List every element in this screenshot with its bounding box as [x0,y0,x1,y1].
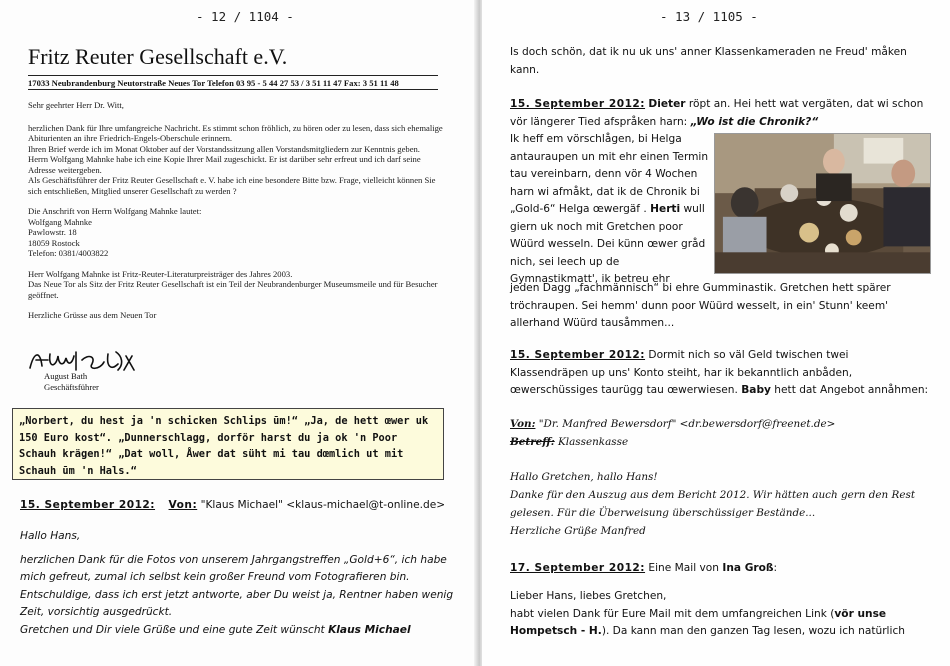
quote-line: Schauh ūm 'n Hals.“ [19,464,137,477]
entry-date: 15. September 2012: [510,98,646,110]
von-label: Von: [510,418,536,430]
letter-paragraph: Als Geschäftsführer der Fritz Reuter Gesellschaft e. V. habe ich eine besondere Bitte bzw. Frage, vielleicht können Sie sich entschließen, Mitglied unserer Gesellschaft zu werden ? [28,175,436,196]
intro-paragraph: Is doch schön, dat ik nu uk uns' anner Klassenkameraden ne Freud' måken kann. [510,46,907,76]
page-number-left: - 12 / 1104 - [196,9,294,24]
von-address: "Dr. Manfred Bewersdorf" <dr.bewersdorf@freenet.de> [535,418,836,430]
ina-mail-body [510,588,930,641]
mail-signoff: Herzliche Grüße Manfred [510,525,646,537]
letter-salutation: Sehr geehrter Herr Dr. Witt, [28,100,124,110]
entry-baby: 15. September 2012: Dormit nich so väl Geld twischen twei Klassendräpen up uns' Konto steiht, har ik bekanntlich anbåden, œwerschüssiges taurügg tau œwerwiesen. Baby hett dat Angebot annåhmen: [510,349,929,396]
chronik-quote: „Wo ist die Chronik?“ [690,115,819,128]
letter-address-intro: Die Anschrift von Herrn Wolfgang Mahnke lautet: [28,206,202,216]
entry-header [20,497,460,515]
email-body [20,528,460,639]
letter-address-line: Wolfgang Mahnke [28,216,92,227]
signer-name: August Bath [44,371,88,381]
betreff-value: Klassenkasse [554,436,629,448]
entry-date: 15. September 2012: [510,349,646,361]
letter-paragraph: Das Neue Tor als Sitz der Fritz Reuter Gesellschaft ist ein Teil der Neubrandenburger Museumsmeile und für Besucher geöffnet. [28,279,438,300]
email-signature: Klaus Michael [328,623,411,636]
from-address: "Klaus Michael" <klaus-michael@t-online.de> [200,499,446,511]
quote-line: Schauh krägen!“ „Dat woll, Åwer dat süht mi tau dœmlich ut mit [19,448,404,460]
mail-greeting: Lieber Hans, liebes Gretchen, [510,590,667,602]
betreff-label: Betreff: [510,436,555,448]
email-closing: Gretchen und Dir viele Grüße und eine gute Zeit wünscht Klaus Michael [20,623,411,636]
person-name: Baby [741,384,771,396]
dialect-quote-box [12,408,444,480]
from-label: Von: [168,499,198,511]
person-name: Dieter [648,98,686,110]
signer-role: Geschäftsführer [44,381,99,392]
letterhead-title: Fritz Reuter Gesellschaft e.V. [28,44,288,69]
letter-paragraph: herzlichen Dank für Ihre umfangreiche Nachricht. Es stimmt schon fröhlich, zu hören oder zu lesen, dass sich ehemalige Abiturienten an ihre Friedrich-Engels-Oberschule erinnern. [28,122,443,143]
right-page [482,0,950,666]
page-number-right: - 13 / 1105 - [660,9,758,24]
letter-paragraph: Herrn Wolfgang Mahnke habe ich eine Kopie Ihrer Mail zugeschickt. Er ist darüber sehr erfreut und ich darf seine Adresse weitergeben. [28,154,421,175]
mail-paragraph: habt vielen Dank für Eure Mail mit dem umfangreichen Link (vör unse Hompetsch - H.). Da kann man den ganzen Tag lesen, wozu ich natürlich [510,607,905,637]
signer-block [44,371,99,392]
letter-address-line: Telefon: 0381/4003822 [28,248,109,258]
reunion-photo [714,133,931,274]
email-greeting: Hallo Hans, [20,530,81,542]
email-paragraph: Entschuldige, dass ich erst jetzt antworte, aber Du weist ja, Rentner haben wenig Zeit, vorsichtig ausgedrückt. [20,588,454,618]
letter-address-line: 18059 Rostock [28,237,80,248]
entry-dieter-tail: jeden Dagg „fachmännisch“ bi ehre Gumminastik. Gretchen hett spärer tröchraupen. Sei hemm' dunn poor Wüürd wesselt, in ein' Stunn' keem' allerhand Wüürd tausåmmen... [510,282,891,329]
mail-greeting: Hallo Gretchen, hallo Hans! [510,471,658,483]
person-name: Ina Groß [722,562,774,574]
letter-paragraph: Herr Wolfgang Mahnke ist Fritz-Reuter-Literaturpreisträger des Jahres 2003. [28,268,293,279]
entry-ina-header: 17. September 2012: Eine Mail von Ina Groß: [510,562,778,574]
person-name: Herti [650,203,681,215]
quote-line: 150 Euro kost“. „Dunnerschlagg, dorför harst du ja ok 'n Poor [19,431,398,444]
entry-date: 17. September 2012: [510,562,646,574]
mail-paragraph: Danke für den Auszug aus dem Bericht 2012. Wir hätten auch gern den Rest gelesen. Für die Überweisung überschüssiger Bestände... [510,489,916,519]
mail-header [510,415,930,451]
bold-note: vör unse Hompetsch - H. [510,607,887,637]
letter-closing: Herzliche Grüsse aus dem Neuen Tor [28,310,157,320]
quote-line: „Norbert, du hest ja 'n schicken Schlips ūm!“ „Ja, de hett œwer uk [19,415,429,427]
email-paragraph: herzlichen Dank für die Fotos von unserem Jahrgangstreffen „Gold+6“, ich habe mich gefreut, zumal ich selbst kein großer Freund vom Fotografieren bin. [20,553,447,583]
entry-date: 15. September 2012: [20,499,156,511]
letter-address-line: Pawlowstr. 18 [28,227,77,237]
letter-paragraph: Ihren Brief werde ich im Monat Oktober auf der Vorstandssitzung allen Vorstandsmitgliedern zur Kenntnis geben. [28,143,420,154]
manfred-mail-body [510,468,930,540]
letterhead-address: 17033 Neubrandenburg Neutorstraße Neues Tor Telefon 03 95 - 5 44 27 53 / 3 51 11 47 Fax: 3 51 11 48 [28,75,438,90]
scanned-letter [28,100,446,321]
entry-dieter-continued: Ik heff em vörschlågen, bi Helga antauraupen un mit ehr einen Termin tau vereinbarn, denn vör 4 Wochen harn wi afmåkt, dat ik de Chronik bi „Gold-6“ Helga œwergäf . Herti wull giern uk noch mit Gretchen poor Wüürd wesseln. Dei künn œwer gråd nich, sei leech up de Gymnastikmatt', ik betreu ehr [510,133,709,285]
entry-dieter: 15. September 2012: Dieter röpt an. Hei hett wat vergäten, dat wi schon vör längerer Tied afspråken harn: „Wo ist die Chronik?“ [510,98,924,128]
